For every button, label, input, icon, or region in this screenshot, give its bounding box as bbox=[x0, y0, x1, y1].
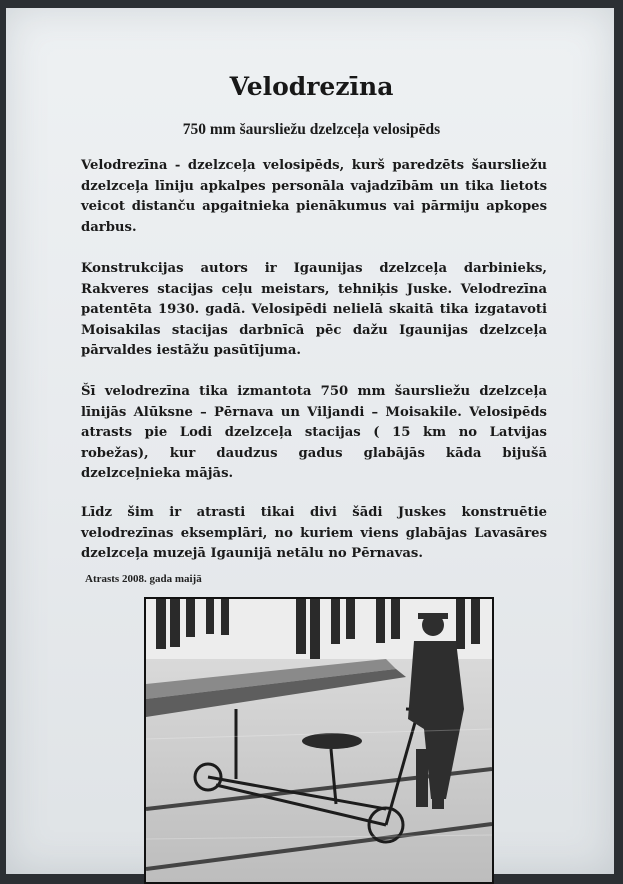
velodrezina-photo-illustration bbox=[146, 599, 492, 882]
paragraph-intro: Velodrezīna - dzelzceļa velosipēds, kurš paredzēts šaursliežu dzelzceļa līniju apkalpes personāla vajadzībām un tika lietots veicot distanču apgaitnieka pienākumus vai pārmiju apkopes darbus. bbox=[81, 158, 547, 235]
photo-caption: Atrasts 2008. gada maijā bbox=[85, 573, 202, 585]
historic-photo bbox=[144, 597, 494, 884]
page-title: Velodrezīna bbox=[229, 72, 394, 101]
paragraph-usage: Šī velodrezīna tika izmantota 750 mm šaursliežu dzelzceļa līnijās Alūksne – Pērnava un Viljandi – Moisakile. Velosipēds atrasts pie Lodi dzelzceļa stacijas ( 15 km no Latvijas robežas), kur daudzus gadus glabājās kāda bijušā dzelzceļnieka mājās. bbox=[81, 384, 547, 481]
paragraph-construction: Konstrukcijas autors ir Igaunijas dzelzceļa darbinieks, Rakveres stacijas ceļu meistars, tehniķis Juske. Velodrezīna patentēta 1930. gadā. Velosipēdi nelielā skaitā tika izgatavoti Moisakilas stacijas darbnīcā pēc dažu Igaunijas dzelzceļa pārvaldes iestāžu pasūtījuma. bbox=[81, 261, 547, 358]
paragraph-surviving-examples: Līdz šim ir atrasti tikai divi šādi Juskes konstruētie velodrezīnas eksemplāri, no kuriem viens glabājas Lavasāres dzelzceļa muzejā Igaunijā netālu no Pērnavas. bbox=[81, 505, 547, 561]
page-subtitle: 750 mm šaursliežu dzelzceļa velosipēds bbox=[182, 121, 441, 138]
